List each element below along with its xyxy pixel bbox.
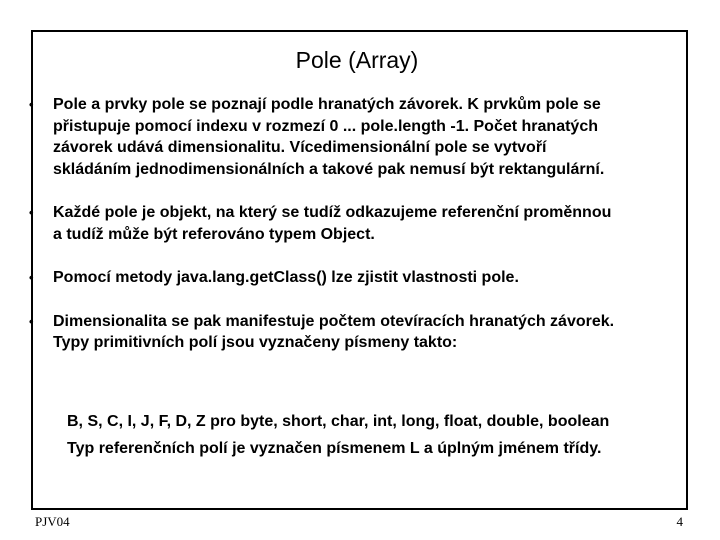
bullet-icon: • [29,205,34,220]
bullet-text: Pole a prvky pole se poznají podle hranatých závorek. K prvkům pole se přistupuje pomocí indexu v rozmezí 0 ... pole.length -1. Počet hranatých závorek udává dimensionalitu. Vícedimensionální pole se vytvoří skládáním jednodimensionálních a takové pak nemusí být rektangulární. [53,96,605,178]
bullet-item [28,311,692,354]
type-letters-line: B, S, C, I, J, F, D, Z pro byte, short, char, int, long, float, double, boolean [67,413,610,430]
type-letters-block [67,408,697,462]
bullet-item [28,267,692,289]
bullet-text: Dimensionalita se pak manifestuje počtem otevíracích hranatých závorek. Typy primitivních polí jsou vyznačeny písmeny takto: [53,312,615,351]
bullet-item [28,94,692,180]
slide-title: Pole (Array) [295,47,419,73]
bullet-item [28,202,692,245]
bullet-text: Každé pole je objekt, na který se tudíž odkazujeme referenční proměnnou a tudíž může být referováno typem Object. [53,204,612,243]
bullet-icon: • [29,313,34,329]
bullet-icon: • [29,270,34,285]
bullet-icon: • [29,97,34,112]
bullet-list [28,94,692,354]
bullet-text: Pomocí metody java.lang.getClass() lze zjistit vlastnosti pole. [53,269,519,286]
footer-course-code: PJV04 [35,514,70,529]
reference-type-line: Typ referenčních polí je vyznačen písmenem L a úplným jménem třídy. [67,440,602,457]
page-number: 4 [676,514,683,529]
